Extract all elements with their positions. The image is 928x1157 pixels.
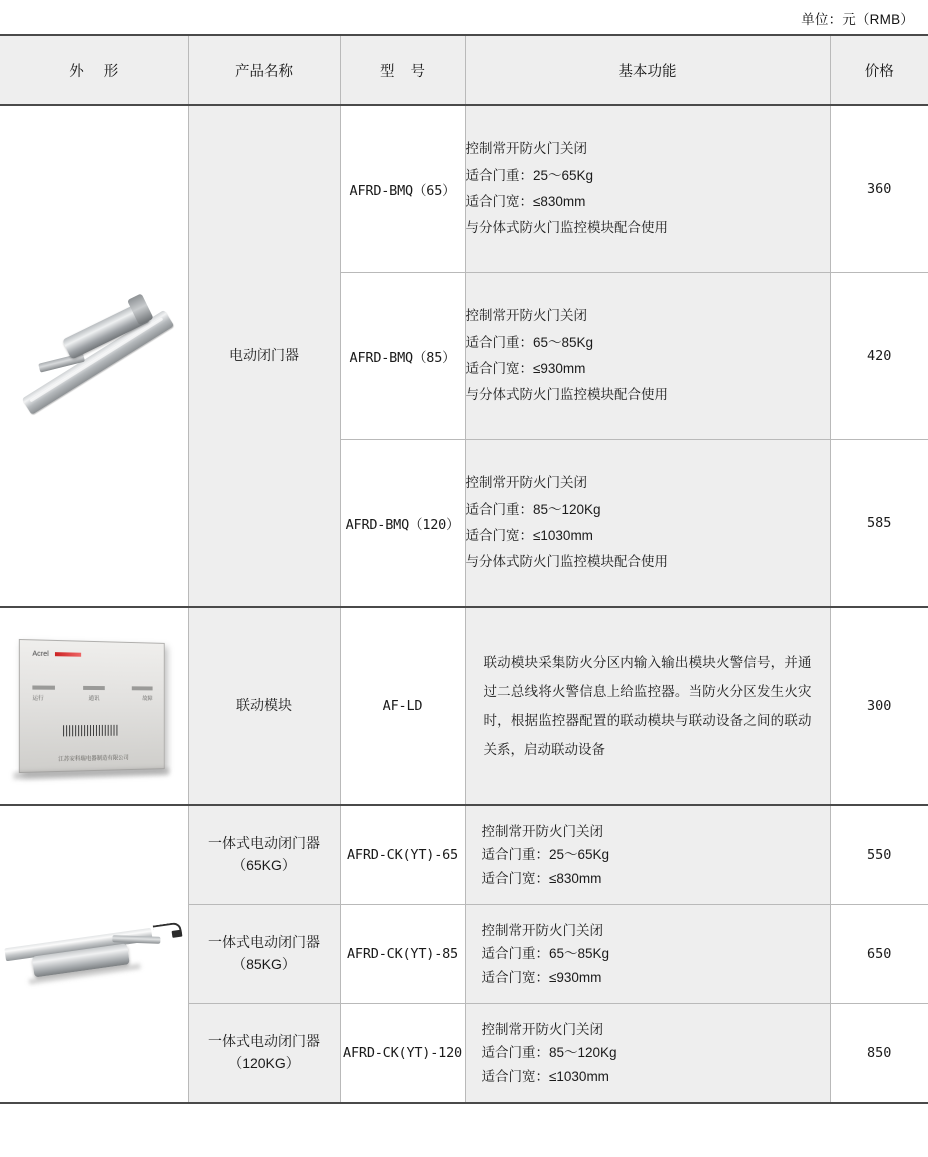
header-product-name: 产品名称	[188, 35, 340, 105]
table-row	[0, 805, 928, 905]
function-cell	[465, 905, 830, 1004]
product-name-line: （85KG）	[232, 955, 296, 972]
product-name-cell	[188, 805, 340, 905]
function-line: 控制常开防火门关闭	[465, 475, 587, 491]
header-basic-function: 基本功能	[465, 35, 830, 105]
price-cell: 420	[830, 273, 928, 440]
function-line: 与分体式防火门监控模块配合使用	[465, 220, 668, 236]
module-led-group	[32, 685, 152, 690]
model-cell: AF-LD	[340, 607, 465, 805]
header-model: 型 号	[340, 35, 465, 105]
product-name-cell: 联动模块	[188, 607, 340, 805]
function-line: 适合门宽：≤930mm	[481, 969, 602, 985]
header-row	[0, 35, 928, 105]
unit-note: 单位：元（RMB）	[801, 12, 914, 27]
module-brand-label: Acrel	[32, 650, 49, 659]
function-line: 与分体式防火门监控模块配合使用	[465, 554, 668, 570]
product-name-line: 一体式电动闭门器	[208, 835, 320, 852]
function-line: 适合门宽：≤930mm	[465, 360, 586, 376]
product-name-line: 一体式电动闭门器	[208, 934, 320, 951]
function-line: 适合门宽：≤830mm	[481, 870, 602, 886]
price-cell: 360	[830, 105, 928, 273]
function-line: 控制常开防火门关闭	[465, 141, 587, 157]
integrated-closer-illustration	[3, 916, 185, 992]
product-name-cell: 电动闭门器	[188, 105, 340, 607]
product-price-table	[0, 34, 928, 1104]
linkage-module-illustration	[19, 639, 165, 773]
function-cell	[465, 1003, 830, 1103]
function-line: 适合门宽：≤1030mm	[465, 527, 593, 543]
function-line: 适合门宽：≤1030mm	[481, 1068, 609, 1084]
module-footer-text: 江苏安科瑞电器制造有限公司	[57, 755, 129, 763]
price-cell: 550	[830, 805, 928, 905]
function-line: 控制常开防火门关闭	[465, 308, 587, 324]
table-row	[0, 105, 928, 273]
product-name-cell	[188, 905, 340, 1004]
function-line: 适合门重：65～85Kg	[481, 946, 610, 962]
function-cell	[465, 105, 830, 273]
door-closer-photo	[0, 105, 188, 607]
module-led-label: 运行	[32, 695, 44, 702]
price-cell: 300	[830, 607, 928, 805]
product-name-cell	[188, 1003, 340, 1103]
function-line: 与分体式防火门监控模块配合使用	[465, 387, 668, 403]
model-cell: AFRD-BMQ（120）	[340, 439, 465, 607]
function-cell	[465, 805, 830, 905]
door-closer-illustration	[6, 284, 182, 427]
product-name-line: 一体式电动闭门器	[208, 1033, 320, 1050]
model-cell: AFRD-BMQ（85）	[340, 273, 465, 440]
function-line: 控制常开防火门关闭	[481, 823, 603, 839]
header-appearance: 外 形	[0, 35, 188, 105]
function-line: 适合门重：25～65Kg	[481, 847, 610, 863]
function-line: 控制常开防火门关闭	[481, 1021, 603, 1037]
function-line: 适合门重：85～120Kg	[465, 501, 601, 517]
function-line: 适合门重：85～120Kg	[481, 1045, 617, 1061]
module-barcode	[63, 725, 118, 737]
model-cell: AFRD-CK(YT)-120	[340, 1003, 465, 1103]
table-body	[0, 105, 928, 1103]
model-cell: AFRD-CK(YT)-85	[340, 905, 465, 1004]
module-led-label: 通讯	[88, 695, 100, 703]
price-cell: 650	[830, 905, 928, 1004]
function-line: 适合门重：25～65Kg	[465, 167, 594, 183]
function-cell	[465, 273, 830, 440]
module-led-label: 故障	[141, 696, 153, 703]
price-cell: 850	[830, 1003, 928, 1103]
function-cell	[465, 439, 830, 607]
module-led-labels	[32, 694, 152, 702]
function-line: 适合门重：65～85Kg	[465, 334, 594, 350]
linkage-module-photo	[0, 607, 188, 805]
product-name-line: （65KG）	[232, 857, 296, 873]
function-cell: 联动模块采集防火分区内输入输出模块火警信号，并通过二总线将火警信息上给监控器。当防火分区发生火灾时，根据监控器配置的联动模块与联动设备之间的联动关系，启动联动设备	[465, 607, 830, 805]
price-cell: 585	[830, 439, 928, 607]
model-cell: AFRD-BMQ（65）	[340, 105, 465, 273]
table-header	[0, 35, 928, 105]
function-line: 适合门宽：≤830mm	[465, 194, 586, 210]
header-price: 价格	[830, 35, 928, 105]
table-row	[0, 607, 928, 805]
module-brand-stripe	[55, 652, 81, 657]
model-cell: AFRD-CK(YT)-65	[340, 805, 465, 905]
function-line: 控制常开防火门关闭	[481, 922, 603, 938]
integrated-door-closer-photo	[0, 805, 188, 1103]
product-name-line: （120KG）	[228, 1054, 300, 1071]
